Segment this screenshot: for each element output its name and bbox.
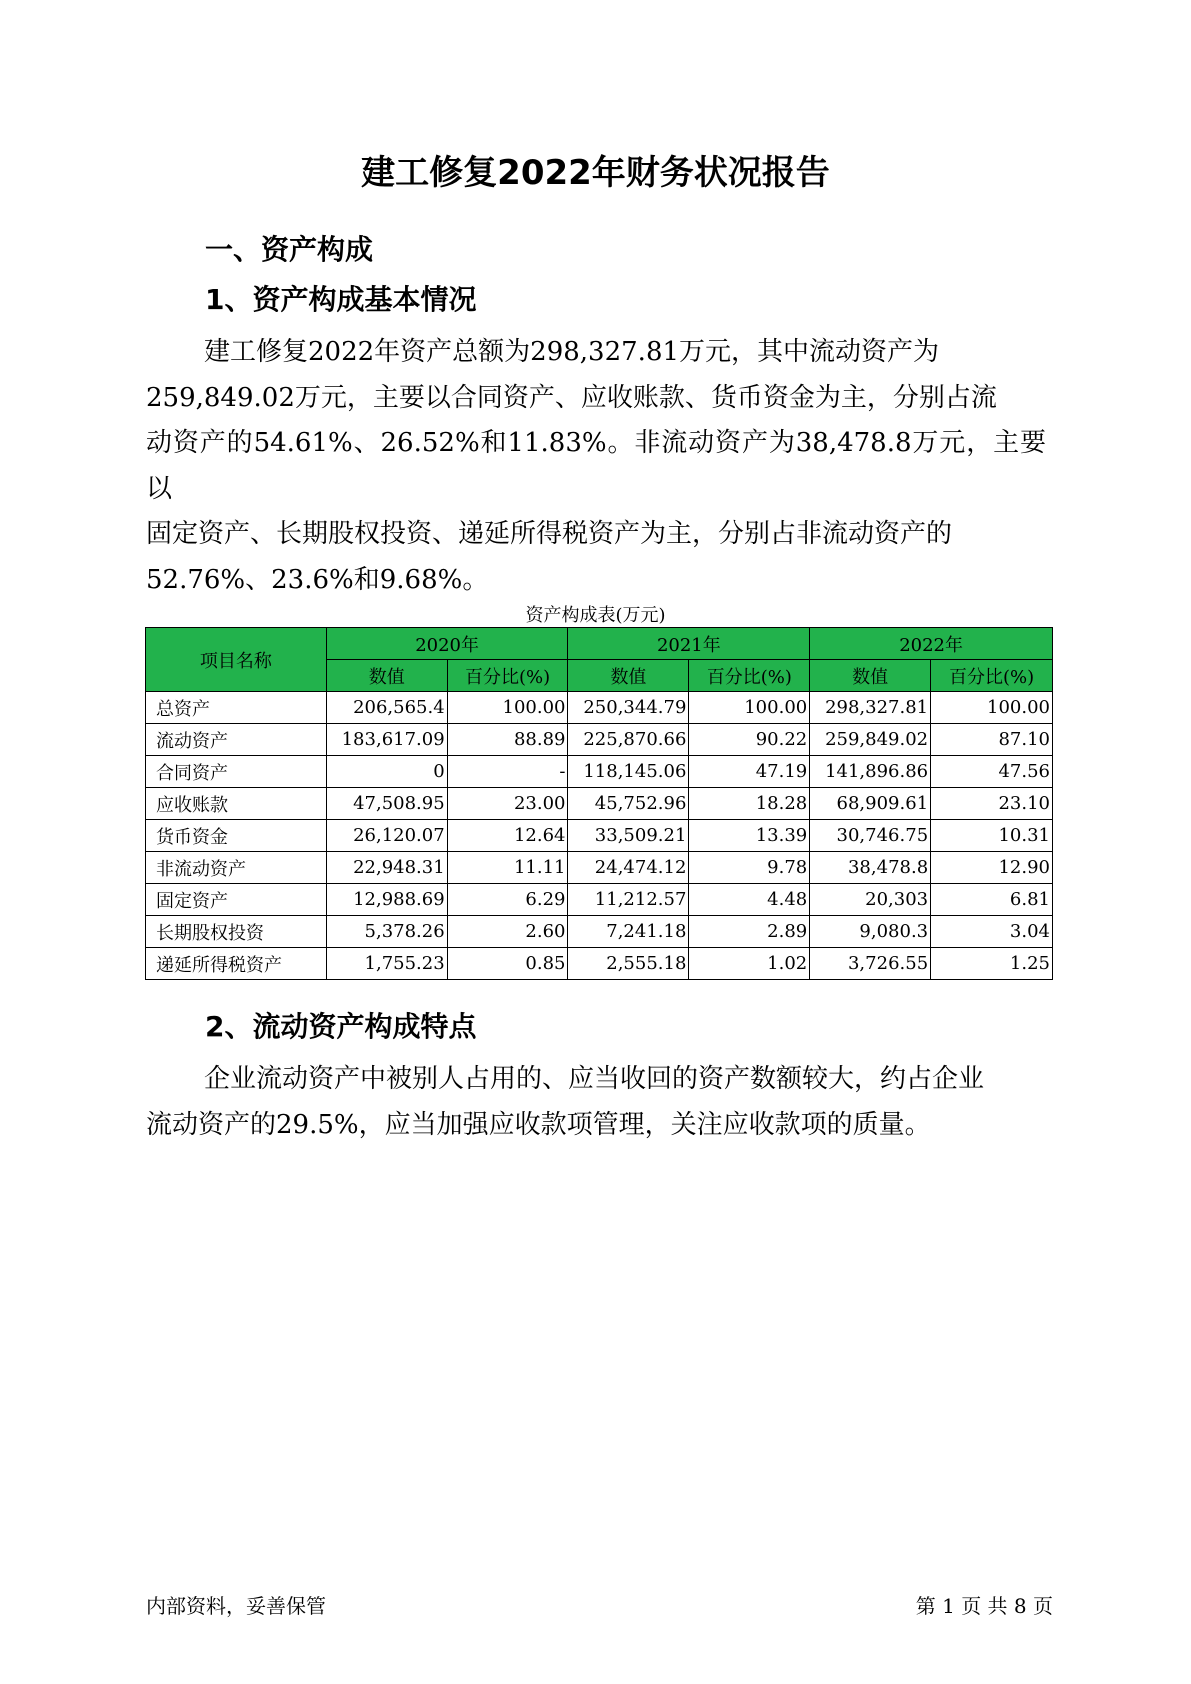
cell-value: 30,746.75	[810, 820, 931, 852]
cell-percent: 12.90	[931, 852, 1053, 884]
cell-percent: 10.31	[931, 820, 1053, 852]
table-row	[146, 788, 1053, 820]
cell-percent: 18.28	[689, 788, 810, 820]
row-item-name: 总资产	[146, 692, 327, 724]
asset-composition-table	[145, 627, 1053, 980]
paragraph-line: 52.76%、23.6%和9.68%。	[146, 564, 489, 595]
cell-value: 118,145.06	[568, 756, 689, 788]
row-item-name: 应收账款	[146, 788, 327, 820]
cell-percent: 6.81	[931, 884, 1053, 916]
header-year-2021: 2021年	[568, 628, 810, 660]
table-row	[146, 884, 1053, 916]
cell-percent: 11.11	[447, 852, 568, 884]
subheader-percent: 百分比(%)	[689, 660, 810, 692]
table-header-row	[146, 628, 1053, 660]
cell-value: 12,988.69	[326, 884, 447, 916]
cell-percent: 0.85	[447, 948, 568, 980]
paragraph-current-assets	[146, 1057, 1046, 1148]
subheader-percent: 百分比(%)	[447, 660, 568, 692]
header-year-2022: 2022年	[810, 628, 1053, 660]
cell-value: 5,378.26	[326, 916, 447, 948]
subheader-value: 数值	[326, 660, 447, 692]
cell-value: 259,849.02	[810, 724, 931, 756]
row-item-name: 递延所得税资产	[146, 948, 327, 980]
paragraph-line: 259,849.02万元，主要以合同资产、应收账款、货币资金为主，分别占流	[146, 382, 997, 413]
cell-value: 68,909.61	[810, 788, 931, 820]
cell-value: 141,896.86	[810, 756, 931, 788]
table-row	[146, 692, 1053, 724]
cell-percent: 9.78	[689, 852, 810, 884]
cell-value: 250,344.79	[568, 692, 689, 724]
cell-value: 0	[326, 756, 447, 788]
row-item-name: 合同资产	[146, 756, 327, 788]
footer-page-number: 第 1 页 共 8 页	[915, 1594, 1053, 1618]
cell-value: 24,474.12	[568, 852, 689, 884]
paragraph-asset-summary	[146, 330, 1046, 603]
row-item-name: 流动资产	[146, 724, 327, 756]
table-row	[146, 820, 1053, 852]
header-item-name: 项目名称	[146, 628, 327, 692]
table-row	[146, 852, 1053, 884]
row-item-name: 非流动资产	[146, 852, 327, 884]
row-item-name: 固定资产	[146, 884, 327, 916]
subsection-heading-basic: 1、资产构成基本情况	[205, 283, 477, 316]
cell-value: 9,080.3	[810, 916, 931, 948]
section-heading-asset-composition: 一、资产构成	[205, 233, 374, 266]
cell-value: 225,870.66	[568, 724, 689, 756]
row-item-name: 长期股权投资	[146, 916, 327, 948]
subheader-value: 数值	[810, 660, 931, 692]
paragraph-line: 流动资产的29.5%，应当加强应收款项管理，关注应收款项的质量。	[146, 1109, 931, 1140]
paragraph-line: 建工修复2022年资产总额为298,327.81万元，其中流动资产为	[204, 337, 940, 367]
cell-value: 206,565.4	[326, 692, 447, 724]
cell-value: 183,617.09	[326, 724, 447, 756]
cell-value: 7,241.18	[568, 916, 689, 948]
cell-value: 2,555.18	[568, 948, 689, 980]
subsection-heading-current-assets: 2、流动资产构成特点	[205, 1010, 477, 1043]
cell-percent: 88.89	[447, 724, 568, 756]
cell-percent: 47.19	[689, 756, 810, 788]
cell-percent: 2.89	[689, 916, 810, 948]
row-item-name: 货币资金	[146, 820, 327, 852]
table-row	[146, 756, 1053, 788]
page-title: 建工修复2022年财务状况报告	[361, 153, 830, 193]
cell-value: 3,726.55	[810, 948, 931, 980]
cell-value: 45,752.96	[568, 788, 689, 820]
cell-percent: 3.04	[931, 916, 1053, 948]
cell-value: 20,303	[810, 884, 931, 916]
cell-percent: 12.64	[447, 820, 568, 852]
cell-value: 33,509.21	[568, 820, 689, 852]
table-row	[146, 916, 1053, 948]
cell-percent: 23.10	[931, 788, 1053, 820]
cell-percent: 2.60	[447, 916, 568, 948]
cell-percent: 47.56	[931, 756, 1053, 788]
cell-value: 22,948.31	[326, 852, 447, 884]
header-year-2020: 2020年	[326, 628, 568, 660]
cell-percent: 6.29	[447, 884, 568, 916]
cell-value: 298,327.81	[810, 692, 931, 724]
cell-percent: 90.22	[689, 724, 810, 756]
cell-percent: 1.25	[931, 948, 1053, 980]
cell-value: 38,478.8	[810, 852, 931, 884]
subheader-percent: 百分比(%)	[931, 660, 1053, 692]
cell-value: 26,120.07	[326, 820, 447, 852]
subheader-value: 数值	[568, 660, 689, 692]
cell-percent: 87.10	[931, 724, 1053, 756]
cell-percent: 1.02	[689, 948, 810, 980]
cell-percent: 100.00	[689, 692, 810, 724]
cell-value: 11,212.57	[568, 884, 689, 916]
cell-value: 47,508.95	[326, 788, 447, 820]
cell-percent: 100.00	[447, 692, 568, 724]
cell-percent: 13.39	[689, 820, 810, 852]
table-caption: 资产构成表(万元)	[525, 605, 666, 626]
cell-value: 1,755.23	[326, 948, 447, 980]
cell-percent: 4.48	[689, 884, 810, 916]
table-row	[146, 948, 1053, 980]
cell-percent: 100.00	[931, 692, 1053, 724]
cell-percent: 23.00	[447, 788, 568, 820]
paragraph-line: 动资产的54.61%、26.52%和11.83%。非流动资产为38,478.8万元，主要以	[146, 428, 1046, 504]
table-row	[146, 724, 1053, 756]
paragraph-line: 固定资产、长期股权投资、递延所得税资产为主，分别占非流动资产的	[146, 519, 953, 549]
footer-confidential-note: 内部资料，妥善保管	[146, 1594, 326, 1618]
cell-percent: -	[447, 756, 568, 788]
paragraph-line: 企业流动资产中被别人占用的、应当收回的资产数额较大，约占企业	[204, 1064, 985, 1094]
